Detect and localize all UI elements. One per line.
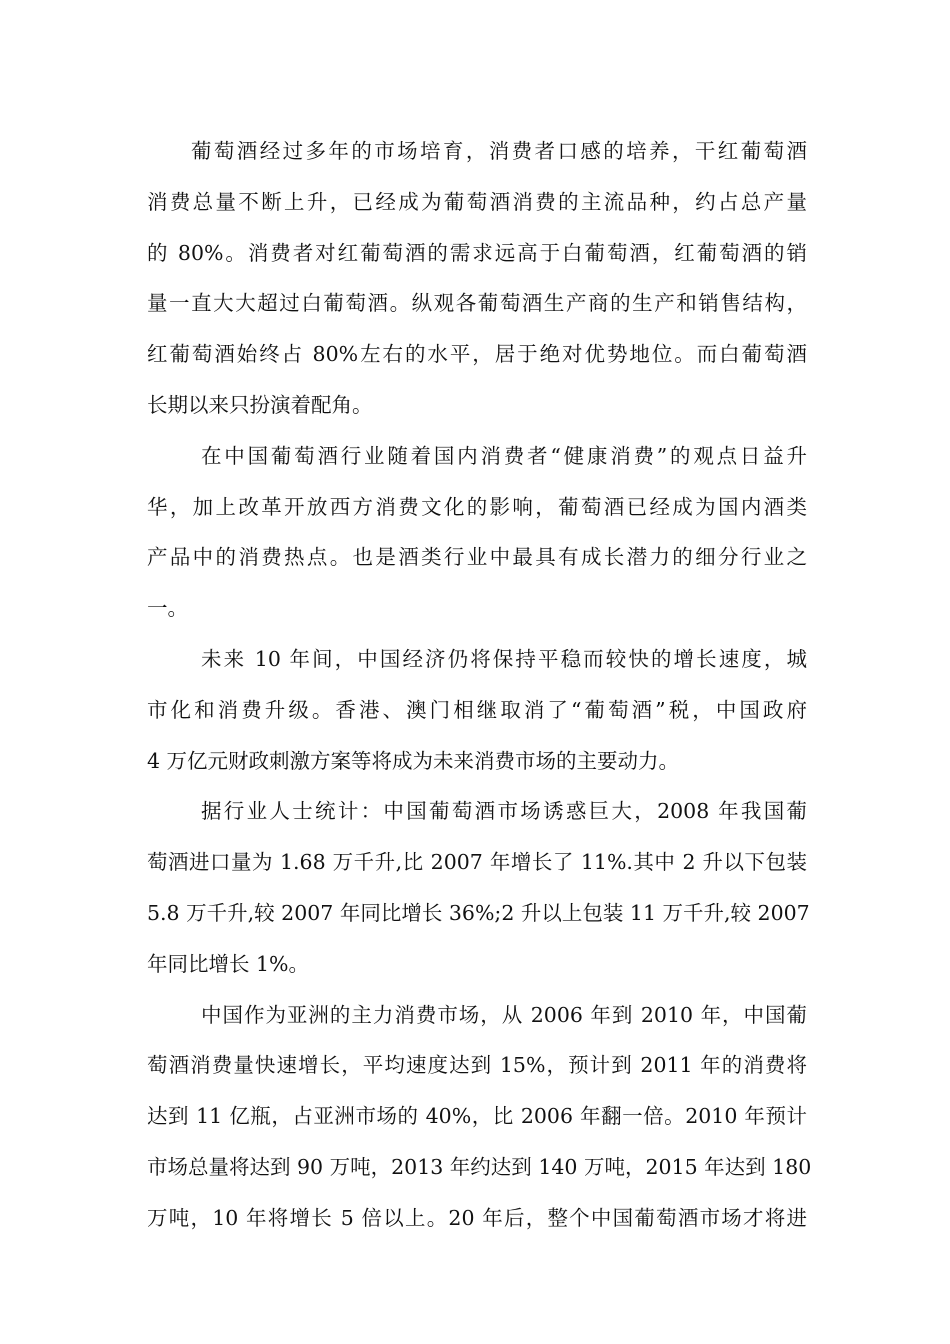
text-line: 产品中的消费热点。也是酒类行业中最具有成长潜力的细分行业之 <box>147 545 807 570</box>
text-line: 红葡萄酒始终占 80%左右的水平，居于绝对优势地位。而白葡萄酒 <box>147 342 807 367</box>
text-line: 据行业人士统计：中国葡萄酒市场诱惑巨大，2008 年我国葡 <box>201 799 807 824</box>
text-line: 葡萄酒经过多年的市场培育，消费者口感的培养，干红葡萄酒 <box>191 139 807 163</box>
text-line: 消费总量不断上升，已经成为葡萄酒消费的主流品种，约占总产量 <box>147 189 807 214</box>
text-line: 中国作为亚洲的主力消费市场，从 2006 年到 2010 年，中国葡 <box>201 1002 807 1027</box>
paragraph-red-wine-share <box>147 126 807 431</box>
text-line: 未来 10 年间，中国经济仍将保持平稳而较快的增长速度，城 <box>201 646 807 671</box>
text-line: 萄酒进口量为 1.68 万千升,比 2007 年增长了 11%.其中 2 升以下包装 <box>147 850 807 875</box>
text-line: 华，加上改革开放西方消费文化的影响，葡萄酒已经成为国内酒类 <box>147 494 807 519</box>
text-line: 5.8 万千升,较 2007 年同比增长 36%;2 升以上包装 11 万千升,较 2007 <box>147 900 810 925</box>
text-line: 市化和消费升级。香港、澳门相继取消了“葡萄酒”税，中国政府 <box>147 697 807 722</box>
document-body <box>147 126 812 1244</box>
text-line: 市场总量将达到 90 万吨，2013 年约达到 140 万吨，2015 年达到 180 <box>147 1154 812 1179</box>
text-line: 达到 11 亿瓶，占亚洲市场的 40%，比 2006 年翻一倍。2010 年预计 <box>147 1104 807 1129</box>
text-line: 年同比增长 1%。 <box>147 951 310 976</box>
text-line: 4 万亿元财政刺激方案等将成为未来消费市场的主要动力。 <box>147 748 680 773</box>
paragraph-asia-market <box>147 990 812 1244</box>
paragraph-next-decade <box>147 634 807 786</box>
text-line: 在中国葡萄酒行业随着国内消费者“健康消费”的观点日益升 <box>201 443 807 468</box>
paragraph-health-consumption <box>147 431 807 634</box>
text-line: 的 80%。消费者对红葡萄酒的需求远高于白葡萄酒，红葡萄酒的销 <box>147 240 807 265</box>
text-line: 一。 <box>147 596 188 621</box>
text-line: 长期以来只扮演着配角。 <box>147 392 373 417</box>
text-line: 量一直大大超过白葡萄酒。纵观各葡萄酒生产商的生产和销售结构， <box>147 291 807 316</box>
text-line: 萄酒消费量快速增长，平均速度达到 15%，预计到 2011 年的消费将 <box>147 1053 807 1078</box>
paragraph-import-statistics <box>147 786 810 989</box>
text-line: 万吨，10 年将增长 5 倍以上。20 年后，整个中国葡萄酒市场才将进 <box>147 1205 807 1230</box>
